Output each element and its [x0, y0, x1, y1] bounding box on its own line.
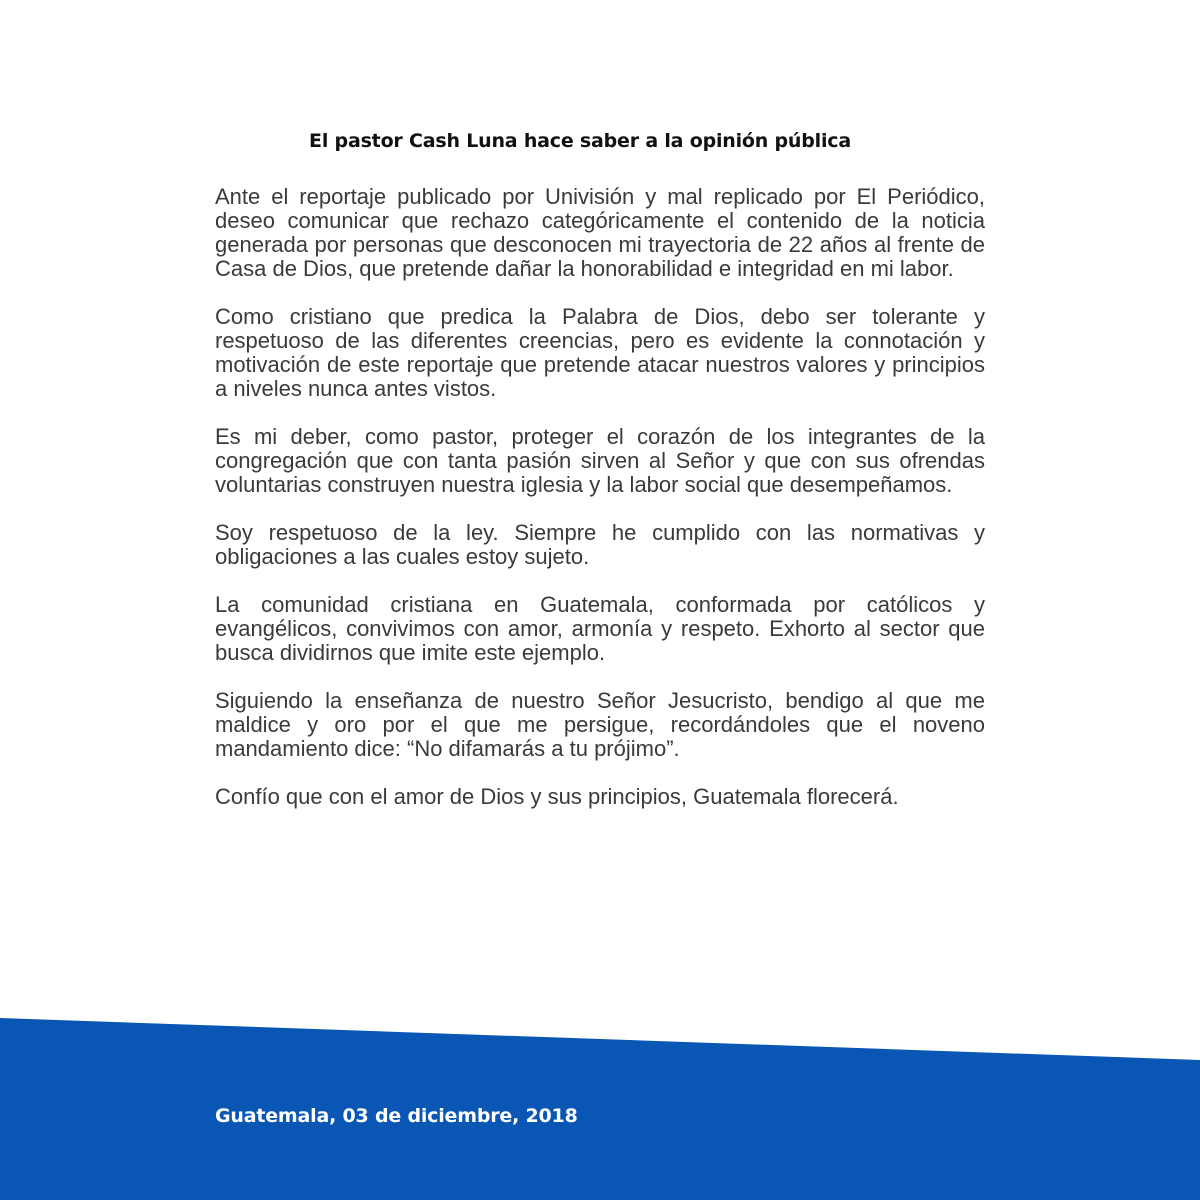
paragraph-7: Confío que con el amor de Dios y sus principios, Guatemala florecerá.	[215, 784, 899, 809]
footer-date: Guatemala, 03 de diciembre, 2018	[215, 1105, 578, 1127]
paragraph-4: Soy respetuoso de la ley. Siempre he cumplido con las normativas y obligaciones a las cuales estoy sujeto.	[215, 520, 985, 569]
statement-title: El pastor Cash Luna hace saber a la opinión pública	[309, 130, 851, 152]
statement-body	[215, 185, 985, 833]
footer-band-shape	[0, 1018, 1200, 1200]
paragraph-2: Como cristiano que predica la Palabra de Dios, debo ser tolerante y respetuoso de las diferentes creencias, pero es evidente la connotación y motivación de este reportaje que pretende atacar nuestros valores y principios a niveles nunca antes vistos.	[215, 304, 985, 401]
paragraph-3: Es mi deber, como pastor, proteger el corazón de los integrantes de la congregación que con tanta pasión sirven al Señor y que con sus ofrendas voluntarias construyen nuestra iglesia y la labor social que desempeñamos.	[215, 424, 985, 497]
paragraph-6: Siguiendo la enseñanza de nuestro Señor Jesucristo, bendigo al que me maldice y oro por el que me persigue, recordándoles que el noveno mandamiento dice: “No difamarás a tu prójimo”.	[215, 688, 985, 761]
paragraph-5: La comunidad cristiana en Guatemala, conformada por católicos y evangélicos, convivimos con amor, armonía y respeto. Exhorto al sector que busca dividirnos que imite este ejemplo.	[215, 592, 985, 665]
paragraph-1: Ante el reportaje publicado por Univisión y mal replicado por El Periódico, deseo comunicar que rechazo categóricamente el contenido de la noticia generada por personas que desconocen mi trayectoria de 22 años al frente de Casa de Dios, que pretende dañar la honorabilidad e integridad en mi labor.	[215, 184, 985, 281]
